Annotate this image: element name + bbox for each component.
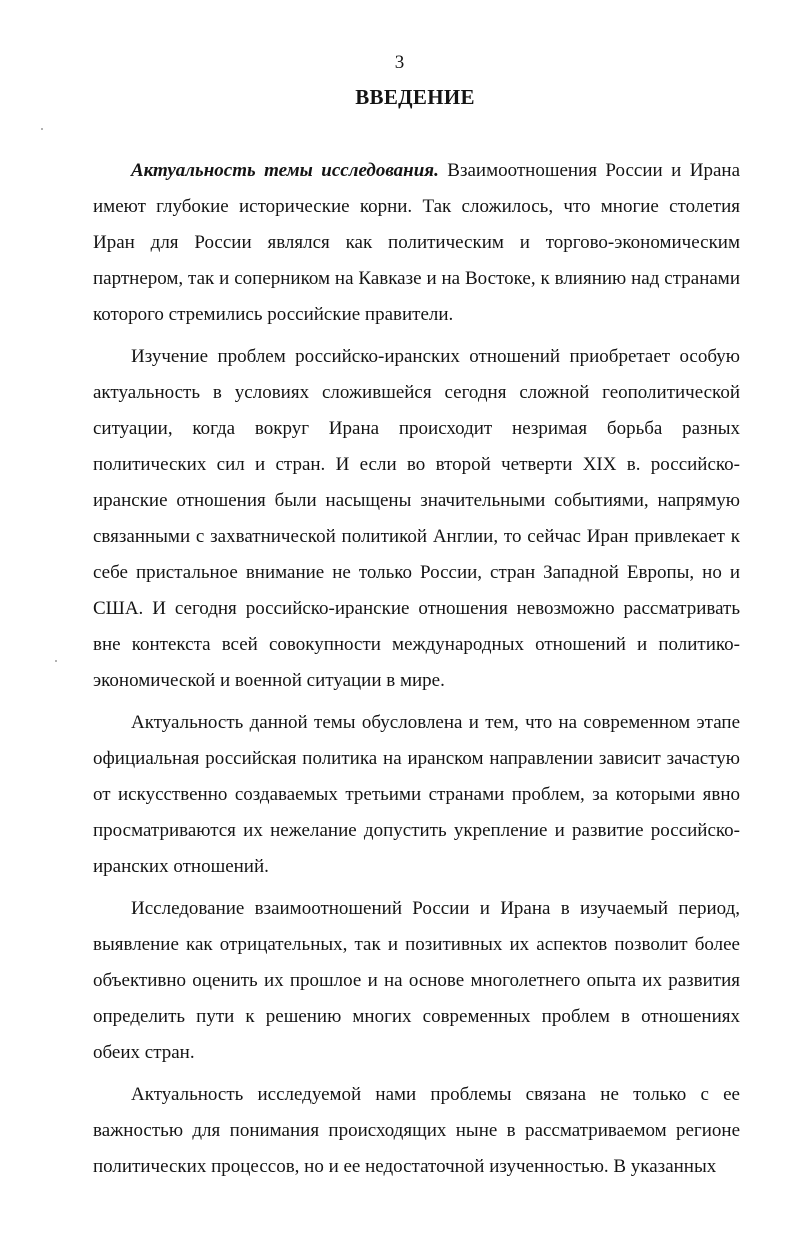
page-title: ВВЕДЕНИЕ (355, 85, 475, 109)
scan-artifact-dot (55, 660, 57, 662)
paragraph-relevance (93, 153, 740, 333)
paragraph-research-value: Исследование взаимоотношений России и Ирана в изучаемый период, выявление как отрицательных, так и позитивных их аспектов позволит более объективно оценить их прошлое и на основе многолетнего опыта их развития определить пути к решению многих современных проблем в отношениях обеих стран. (93, 898, 740, 1063)
paragraph-problem-importance: Актуальность исследуемой нами проблемы связана не только с ее важностью для понимания происходящих ныне в рассматриваемом регионе политических процессов, но и ее недостаточной изученностью. В указанных (93, 1084, 740, 1177)
page-number: 3 (394, 52, 405, 73)
paragraph-current-policy: Актуальность данной темы обусловлена и тем, что на современном этапе официальная российская политика на иранском направлении зависит зачастую от искусственно создаваемых третьими странами проблем, за которыми явно просматриваются их нежелание допустить укрепление и развитие российско-иранских отношений. (93, 712, 740, 877)
scan-artifact-dot (41, 128, 43, 130)
paragraph-text: Взаимоотношения России и Ирана имеют глубокие исторические корни. Так сложилось, что многие столетия Иран для России являлся как политическим и торгово-экономическим партнером, так и соперником на Кавказе и на Востоке, к влиянию над странами которого стремились российские правители. (93, 160, 741, 325)
paragraph-study-problems: Изучение проблем российско-иранских отношений приобретает особую актуальность в условиях сложившейся сегодня сложной геополитической ситуации, когда вокруг Ирана происходит незримая борьба разных политических сил и стран. И если во второй четверти XIX в. российско-иранские отношения были насыщены значительными событиями, напрямую связанными с захватнической политикой Англии, то сейчас Иран привлекает к себе пристальное внимание не только России, стран Западной Европы, но и США. И сегодня российско-иранские отношения невозможно рассматривать вне контекста всей совокупности международных отношений и политико-экономической и военной ситуации в мире. (93, 346, 740, 691)
document-body (93, 153, 740, 1185)
paragraph-lead-heading: Актуальность темы исследования. (131, 160, 439, 181)
